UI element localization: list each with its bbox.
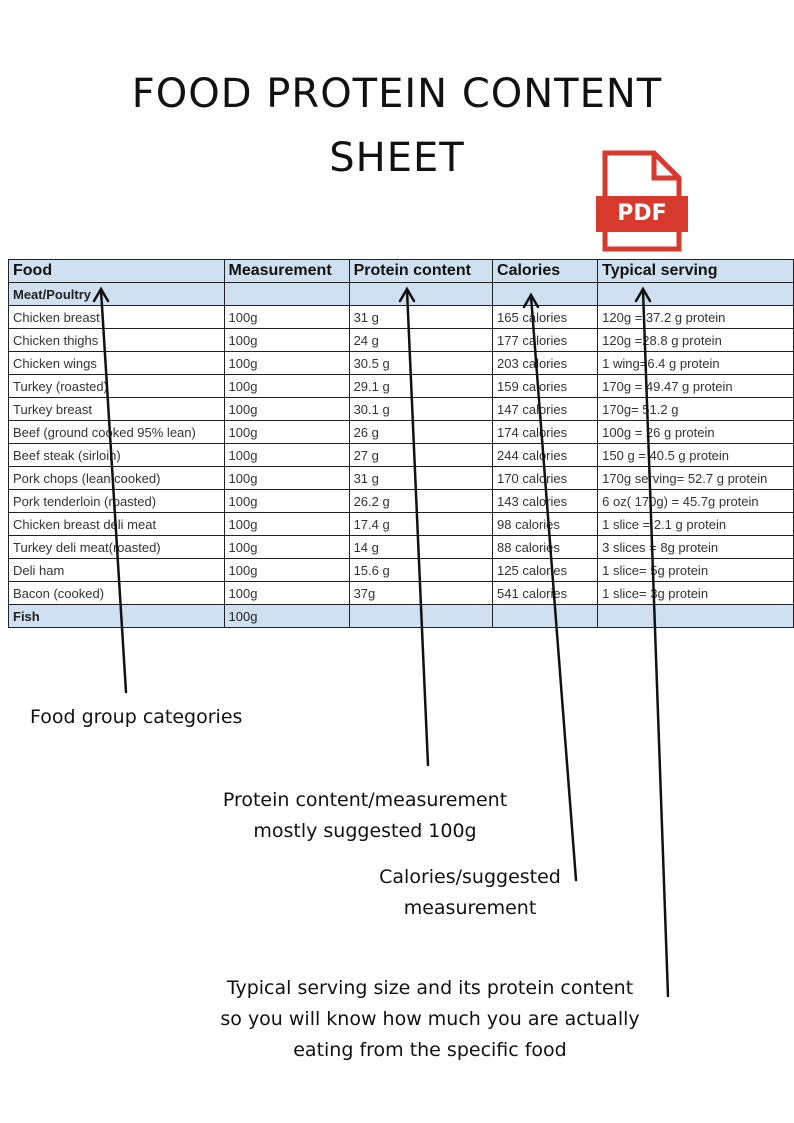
cell-serving: 120g = 37.2 g protein <box>598 306 794 329</box>
cell-food: Chicken breast <box>9 306 225 329</box>
cell-calories: 165 calories <box>493 306 598 329</box>
cell-food: Chicken thighs <box>9 329 225 352</box>
cell-calories: 177 calories <box>493 329 598 352</box>
cell-protein: 30.1 g <box>349 398 492 421</box>
cell-food: Chicken breast deli meat <box>9 513 225 536</box>
title-line-2: SHEET <box>329 135 465 181</box>
cell-food: Bacon (cooked) <box>9 582 225 605</box>
note-food-text: Food group categories <box>30 706 243 728</box>
header-serving: Typical serving <box>598 260 794 283</box>
header-protein: Protein content <box>349 260 492 283</box>
note-serving-line-1: Typical serving size and its protein content <box>226 977 634 999</box>
title-line-1: FOOD PROTEIN CONTENT <box>131 71 663 117</box>
cell-calories: 143 calories <box>493 490 598 513</box>
cell-calories: 174 calories <box>493 421 598 444</box>
cell-protein: 17.4 g <box>349 513 492 536</box>
cell-serving: 170g = 49.47 g protein <box>598 375 794 398</box>
cell-serving: 100g = 26 g protein <box>598 421 794 444</box>
empty-cell <box>493 605 598 628</box>
cell-food: Turkey deli meat(roasted) <box>9 536 225 559</box>
table-row <box>9 306 794 329</box>
category-row-fish <box>9 605 794 628</box>
cell-food: Beef steak (sirloin) <box>9 444 225 467</box>
note-serving-line-2: so you will know how much you are actually <box>220 1008 640 1030</box>
header-food: Food <box>9 260 225 283</box>
cell-protein: 14 g <box>349 536 492 559</box>
cell-measurement: 100g <box>224 421 349 444</box>
note-food-groups <box>30 702 242 733</box>
table-row <box>9 536 794 559</box>
cell-measurement: 100g <box>224 513 349 536</box>
cell-calories: 147 calories <box>493 398 598 421</box>
note-calories <box>350 862 590 924</box>
table-row <box>9 352 794 375</box>
cell-food: Turkey breast <box>9 398 225 421</box>
cell-protein: 26 g <box>349 421 492 444</box>
cell-calories: 203 calories <box>493 352 598 375</box>
cell-serving: 6 oz( 170g) = 45.7g protein <box>598 490 794 513</box>
note-protein-line-2: mostly suggested 100g <box>253 820 477 842</box>
cell-protein: 29.1 g <box>349 375 492 398</box>
header-measurement: Measurement <box>224 260 349 283</box>
empty-cell <box>224 283 349 306</box>
cell-measurement: 100g <box>224 559 349 582</box>
cell-calories: 541 calories <box>493 582 598 605</box>
note-serving-line-3: eating from the specific food <box>293 1039 567 1061</box>
cell-calories: 88 calories <box>493 536 598 559</box>
cell-food: Beef (ground cooked 95% lean) <box>9 421 225 444</box>
cell-food: Deli ham <box>9 559 225 582</box>
category-row-meat <box>9 283 794 306</box>
cell-measurement: 100g <box>224 467 349 490</box>
empty-cell <box>349 605 492 628</box>
empty-cell <box>493 283 598 306</box>
pdf-badge-label: PDF <box>596 196 688 232</box>
cell-serving: 120g =28.8 g protein <box>598 329 794 352</box>
note-protein <box>180 785 550 847</box>
cell-protein: 30.5 g <box>349 352 492 375</box>
table-row <box>9 559 794 582</box>
cell-measurement: 100g <box>224 536 349 559</box>
cell-calories: 244 calories <box>493 444 598 467</box>
cell-serving: 150 g = 40.5 g protein <box>598 444 794 467</box>
cell-protein: 31 g <box>349 306 492 329</box>
cell-protein: 26.2 g <box>349 490 492 513</box>
table-row <box>9 513 794 536</box>
cell-measurement: 100g <box>224 306 349 329</box>
cell-food: Pork tenderloin (roasted) <box>9 490 225 513</box>
cell-measurement: 100g <box>224 605 349 628</box>
cell-protein: 37g <box>349 582 492 605</box>
note-serving <box>170 973 690 1066</box>
protein-table <box>8 259 794 628</box>
category-label: Fish <box>9 605 225 628</box>
table-row <box>9 490 794 513</box>
cell-food: Chicken wings <box>9 352 225 375</box>
note-calories-line-1: Calories/suggested <box>379 866 561 888</box>
cell-protein: 27 g <box>349 444 492 467</box>
table-row <box>9 467 794 490</box>
cell-serving: 170g= 51.2 g <box>598 398 794 421</box>
table-row <box>9 329 794 352</box>
note-calories-line-2: measurement <box>403 897 537 919</box>
cell-serving: 3 slices = 8g protein <box>598 536 794 559</box>
header-calories: Calories <box>493 260 598 283</box>
table-row <box>9 421 794 444</box>
note-protein-line-1: Protein content/measurement <box>222 789 508 811</box>
table-header-row <box>9 260 794 283</box>
empty-cell <box>598 283 794 306</box>
table-row <box>9 582 794 605</box>
cell-serving: 170g serving= 52.7 g protein <box>598 467 794 490</box>
cell-measurement: 100g <box>224 329 349 352</box>
cell-measurement: 100g <box>224 444 349 467</box>
cell-serving: 1 slice = 2.1 g protein <box>598 513 794 536</box>
cell-protein: 15.6 g <box>349 559 492 582</box>
cell-measurement: 100g <box>224 398 349 421</box>
table-row <box>9 398 794 421</box>
cell-calories: 159 calories <box>493 375 598 398</box>
cell-measurement: 100g <box>224 582 349 605</box>
category-label: Meat/Poultry <box>9 283 225 306</box>
cell-measurement: 100g <box>224 375 349 398</box>
empty-cell <box>598 605 794 628</box>
table-row <box>9 444 794 467</box>
cell-calories: 170 calories <box>493 467 598 490</box>
cell-protein: 24 g <box>349 329 492 352</box>
cell-measurement: 100g <box>224 490 349 513</box>
cell-serving: 1 slice= 3g protein <box>598 582 794 605</box>
cell-serving: 1 wing=6.4 g protein <box>598 352 794 375</box>
cell-measurement: 100g <box>224 352 349 375</box>
table-row <box>9 375 794 398</box>
cell-calories: 98 calories <box>493 513 598 536</box>
cell-calories: 125 calories <box>493 559 598 582</box>
cell-food: Turkey (roasted) <box>9 375 225 398</box>
empty-cell <box>349 283 492 306</box>
cell-food: Pork chops (lean cooked) <box>9 467 225 490</box>
cell-protein: 31 g <box>349 467 492 490</box>
cell-serving: 1 slice= 5g protein <box>598 559 794 582</box>
